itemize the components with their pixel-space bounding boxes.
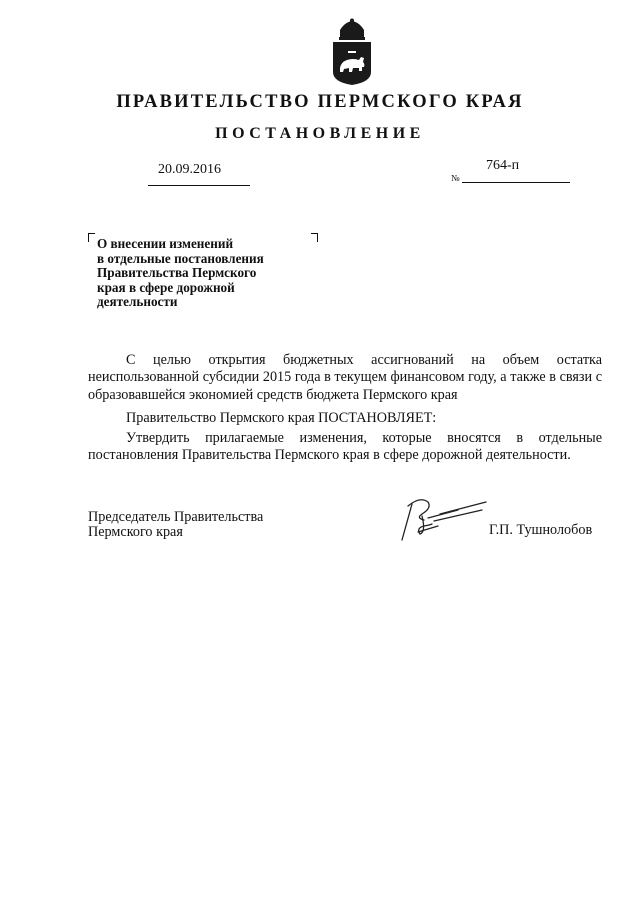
document-type: ПОСТАНОВЛЕНИЕ bbox=[215, 125, 425, 142]
subject-line: края в сфере дорожной bbox=[97, 279, 235, 295]
number-underline bbox=[462, 182, 570, 183]
subject-line: Правительства Пермского bbox=[97, 265, 257, 280]
government-title: ПРАВИТЕЛЬСТВО ПЕРМСКОГО КРАЯ bbox=[116, 92, 524, 112]
body-paragraph-approve: Утвердить прилагаемые изменения, которые вносятся в отдельные постановления Правительства Пермского края в сфере дорожной деятельности. bbox=[88, 430, 602, 464]
subject-line: О внесении изменений bbox=[97, 236, 234, 251]
body-paragraph-resolves: Правительство Пермского края ПОСТАНОВЛЯЕТ: bbox=[126, 410, 437, 426]
subject-line: деятельности bbox=[97, 294, 178, 309]
signatory-name: Г.П. Тушнолобов bbox=[489, 522, 593, 538]
perm-krai-coat-of-arms-icon bbox=[331, 18, 373, 86]
document-date: 20.09.2016 bbox=[158, 162, 221, 177]
number-sign: № bbox=[451, 173, 460, 183]
signatory-position bbox=[88, 510, 263, 539]
signatory-position-line: Пермского края bbox=[88, 523, 183, 540]
body-paragraph-purpose: С целью открытия бюджетных ассигнований на объем остатка неиспользованной субсидии 2015 года в текущем финансовом году, а также в связи с образовавшейся экономией средств бюджета Пермского края bbox=[88, 352, 602, 403]
date-underline bbox=[148, 185, 250, 186]
handwritten-signature-icon bbox=[398, 488, 490, 544]
signatory-position-line: Председатель Правительства bbox=[88, 509, 264, 525]
document-subject bbox=[97, 237, 317, 310]
subject-line: в отдельные постановления bbox=[97, 250, 264, 266]
document-number: 764-п bbox=[486, 158, 520, 173]
subject-corner-left bbox=[88, 233, 95, 242]
